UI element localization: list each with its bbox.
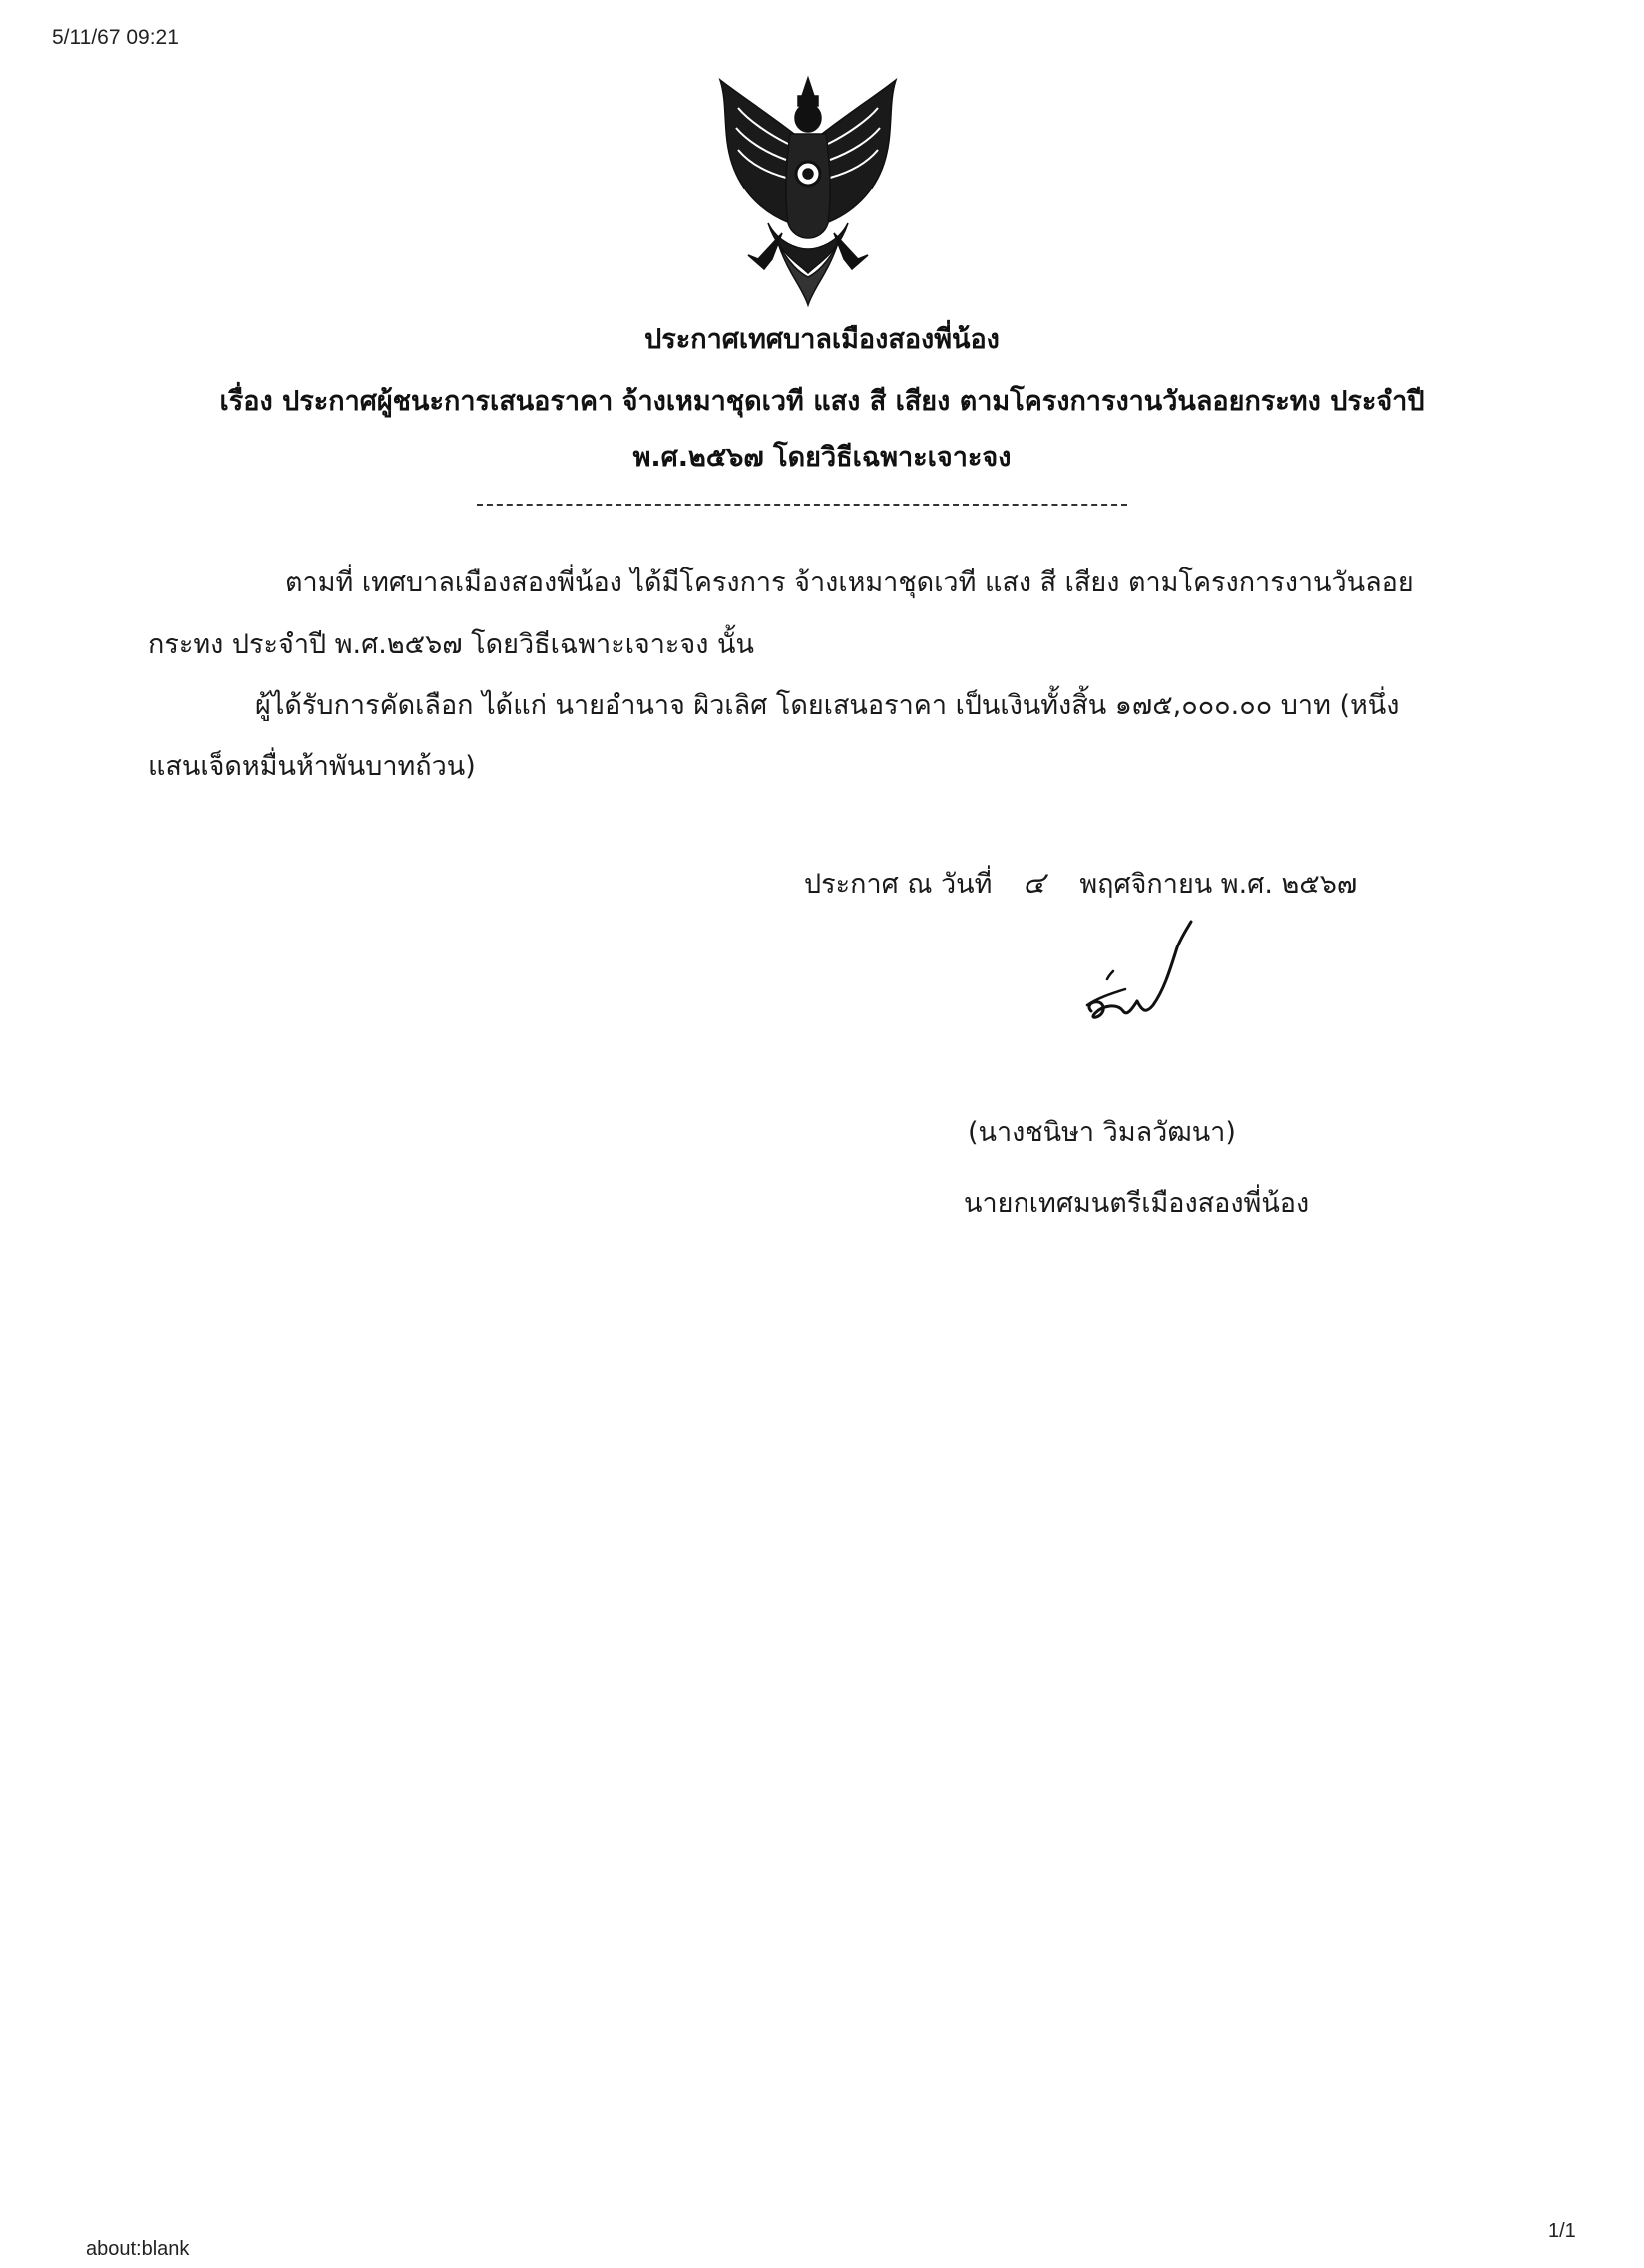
handwritten-signature [1073,918,1223,1037]
garuda-emblem-icon [698,74,918,309]
announcement-title: ประกาศเทศบาลเมืองสองพี่น้อง [644,324,1000,355]
signer-position: นายกเทศมนตรีเมืองสองพี่น้อง [964,1188,1310,1219]
announcement-subject: เรื่อง ประกาศผู้ชนะการเสนอราคา จ้างเหมาชุดเวที แสง สี เสียง ตามโครงการงานวันลอยกระทง ประจำปี [219,386,1425,417]
paragraph-2-line-2: แสนเจ็ดหมื่นห้าพันบาทถ้วน) [148,751,476,782]
announcement-subject-continued: พ.ศ.๒๕๖๗ โดยวิธีเฉพาะเจาะจง [632,442,1012,473]
date-day-handwritten: ๔ [1023,866,1045,901]
dashed-separator [477,504,1127,506]
print-timestamp: 5/11/67 09:21 [52,26,179,49]
announcement-date [804,860,1357,907]
paragraph-2-line-1: ผู้ได้รับการคัดเลือก ได้แก่ นายอำนาจ ผิวเลิศ โดยเสนอราคา เป็นเงินทั้งสิ้น ๑๗๕,๐๐๐.๐๐ บาท (หนึ่ง [255,690,1400,721]
date-suffix: พฤศจิกายน พ.ศ. ๒๕๖๗ [1079,869,1358,900]
paragraph-1-line-2: กระทง ประจำปี พ.ศ.๒๕๖๗ โดยวิธีเฉพาะเจาะจง นั้น [148,629,754,660]
print-url: about:blank [86,2238,190,2260]
paragraph-1-line-1: ตามที่ เทศบาลเมืองสองพี่น้อง ได้มีโครงการ จ้างเหมาชุดเวที แสง สี เสียง ตามโครงการงานวันลอย [285,567,1414,598]
signer-name: (นางชนิษา วิมลวัฒนา) [968,1117,1236,1148]
print-page-number: 1/1 [1548,2220,1576,2242]
date-prefix: ประกาศ ณ วันที่ [804,869,993,900]
